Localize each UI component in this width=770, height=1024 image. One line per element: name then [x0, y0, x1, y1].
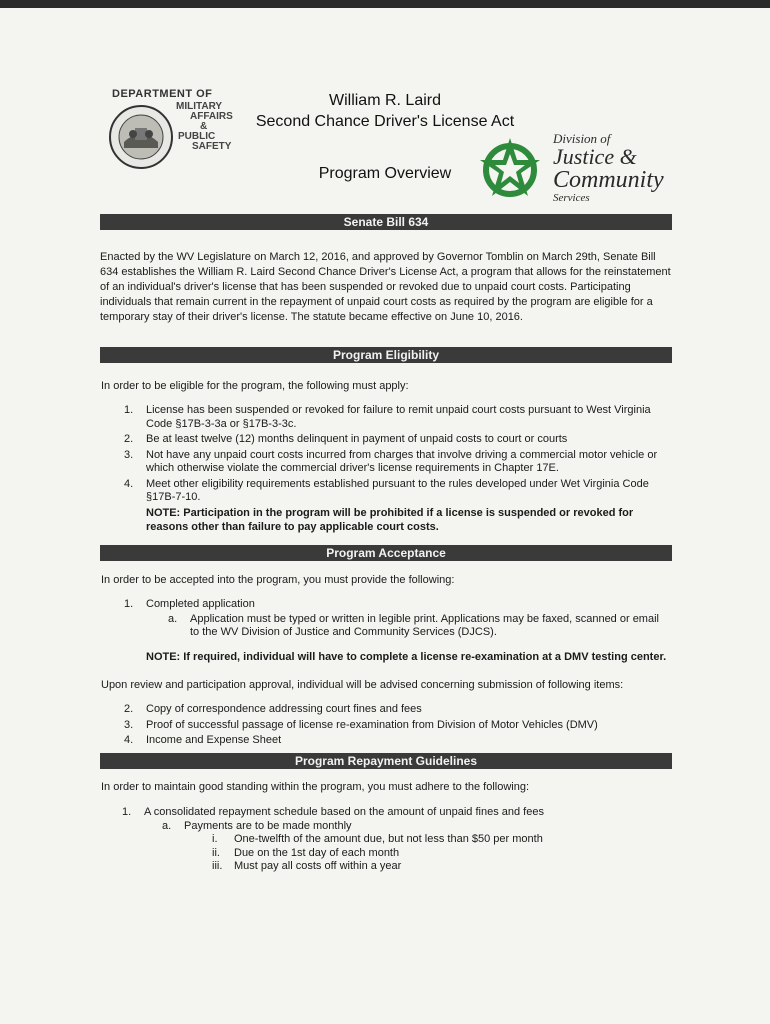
eligibility-note: NOTE: Participation in the program will be prohibited if a license is suspended or revoked for reasons other than failure to pay applicable court costs. — [146, 507, 634, 533]
dept-lines — [176, 102, 233, 152]
sub-sub-list-item: iii. Must pay all costs off within a year — [212, 860, 402, 872]
senate-bill-paragraph: Enacted by the WV Legislature on March 12, 2016, and approved by Governor Tomblin on March 29th, Senate Bill 634 establishes the William R. Laird Second Chance Driver's License Act, a program that allows for the reinstatement of an individual's driver's license that has been suspended or revoked due to unpaid court costs. Participating individuals that remain current in the repayment of unpaid court costs as required by the program are eligible for a temporary stay of their driver's license. The statute became effective on June 10, 2016. — [100, 251, 671, 323]
djcs-line-4: Services — [553, 192, 590, 204]
djcs-line-1: Division of — [553, 131, 611, 146]
list-item: 2. Be at least twelve (12) months delinquent in payment of unpaid costs to court or courts — [124, 433, 568, 445]
list-item: 4. Income and Expense Sheet — [124, 734, 282, 746]
eligibility-banner: Program Eligibility — [100, 347, 672, 363]
title-line-1: William R. Laird — [328, 92, 441, 109]
dept-line: SAFETY — [192, 141, 232, 152]
state-seal-icon — [108, 104, 174, 170]
eligibility-intro: In order to be eligible for the program, the following must apply: — [101, 380, 409, 392]
document-title — [250, 90, 520, 132]
department-logo — [108, 88, 268, 178]
dept-line: MILITARY — [176, 101, 223, 112]
djcs-line-3: Community — [553, 167, 664, 193]
acceptance-note: NOTE: If required, individual will have to complete a license re-examination at a DMV testing center. — [146, 651, 667, 663]
list-item: 1. Completed application a. Application must be typed or written in legible print. Applications may be faxed, scanned or email to the WV Division of Justice and Community Services (DJCS). — [124, 598, 669, 640]
djcs-logo-text — [553, 132, 683, 204]
eligibility-list — [124, 404, 664, 507]
list-item: 2. Copy of correspondence addressing court fines and fees — [124, 703, 422, 715]
djcs-star-icon — [470, 132, 550, 204]
sub-sub-list-item: i. One-twelfth of the amount due, but not less than $50 per month — [212, 833, 543, 845]
acceptance-upon-text: Upon review and participation approval, individual will be advised concerning submission of following items: — [101, 679, 624, 691]
title-line-2: Second Chance Driver's License Act — [255, 113, 515, 130]
djcs-line-2: Justice & — [553, 144, 637, 169]
repayment-intro: In order to maintain good standing within the program, you must adhere to the following: — [101, 781, 530, 793]
dept-top-text: DEPARTMENT OF — [112, 88, 213, 100]
dept-line: PUBLIC — [178, 131, 216, 142]
list-item: 3. Not have any unpaid court costs incurred from charges that involve driving a commercial motor vehicle or which otherwise violate the commercial driver's license requirements in Chapter 17E. — [124, 448, 658, 474]
acceptance-intro: In order to be accepted into the program, you must provide the following: — [101, 574, 455, 586]
repayment-list — [122, 806, 667, 876]
senate-bill-banner: Senate Bill 634 — [100, 214, 672, 230]
list-item: 1. License has been suspended or revoked for failure to remit unpaid court costs pursuant to West Virginia Code §17B-3-3a or §17B-3-3c. — [124, 404, 651, 430]
dept-line: AFFAIRS — [190, 111, 233, 122]
list-item: 1. A consolidated repayment schedule based on the amount of unpaid fines and fees a. Payments are to be made monthly i. One-twelfth of the amount due, but not less than $50 per month ii. Due on the 1st day of each month iii. Must pay all costs off within a year — [122, 806, 667, 874]
sub-list-item: a. Application must be typed or written in legible print. Applications may be faxed, scanned or email to the WV Division of Justice and Community Services (DJCS). — [168, 612, 659, 638]
dept-line: & — [200, 121, 208, 132]
repayment-banner: Program Repayment Guidelines — [100, 753, 672, 769]
acceptance-list-1 — [124, 598, 669, 642]
acceptance-banner: Program Acceptance — [100, 545, 672, 561]
list-item: 3. Proof of successful passage of license re-examination from Division of Motor Vehicles (DMV) — [124, 718, 598, 731]
program-overview-heading: Program Overview — [318, 165, 452, 182]
list-item: 4. Meet other eligibility requirements established pursuant to the rules developed under Wet Virginia Code §17B-7-10. — [124, 477, 649, 503]
sub-sub-list-item: ii. Due on the 1st day of each month — [212, 846, 400, 859]
acceptance-list-2 — [124, 703, 669, 750]
sub-list-item: a. Payments are to be made monthly i. One-twelfth of the amount due, but not less than $50 per month ii. Due on the 1st day of each month iii. Must pay all costs off within a year — [162, 820, 667, 874]
